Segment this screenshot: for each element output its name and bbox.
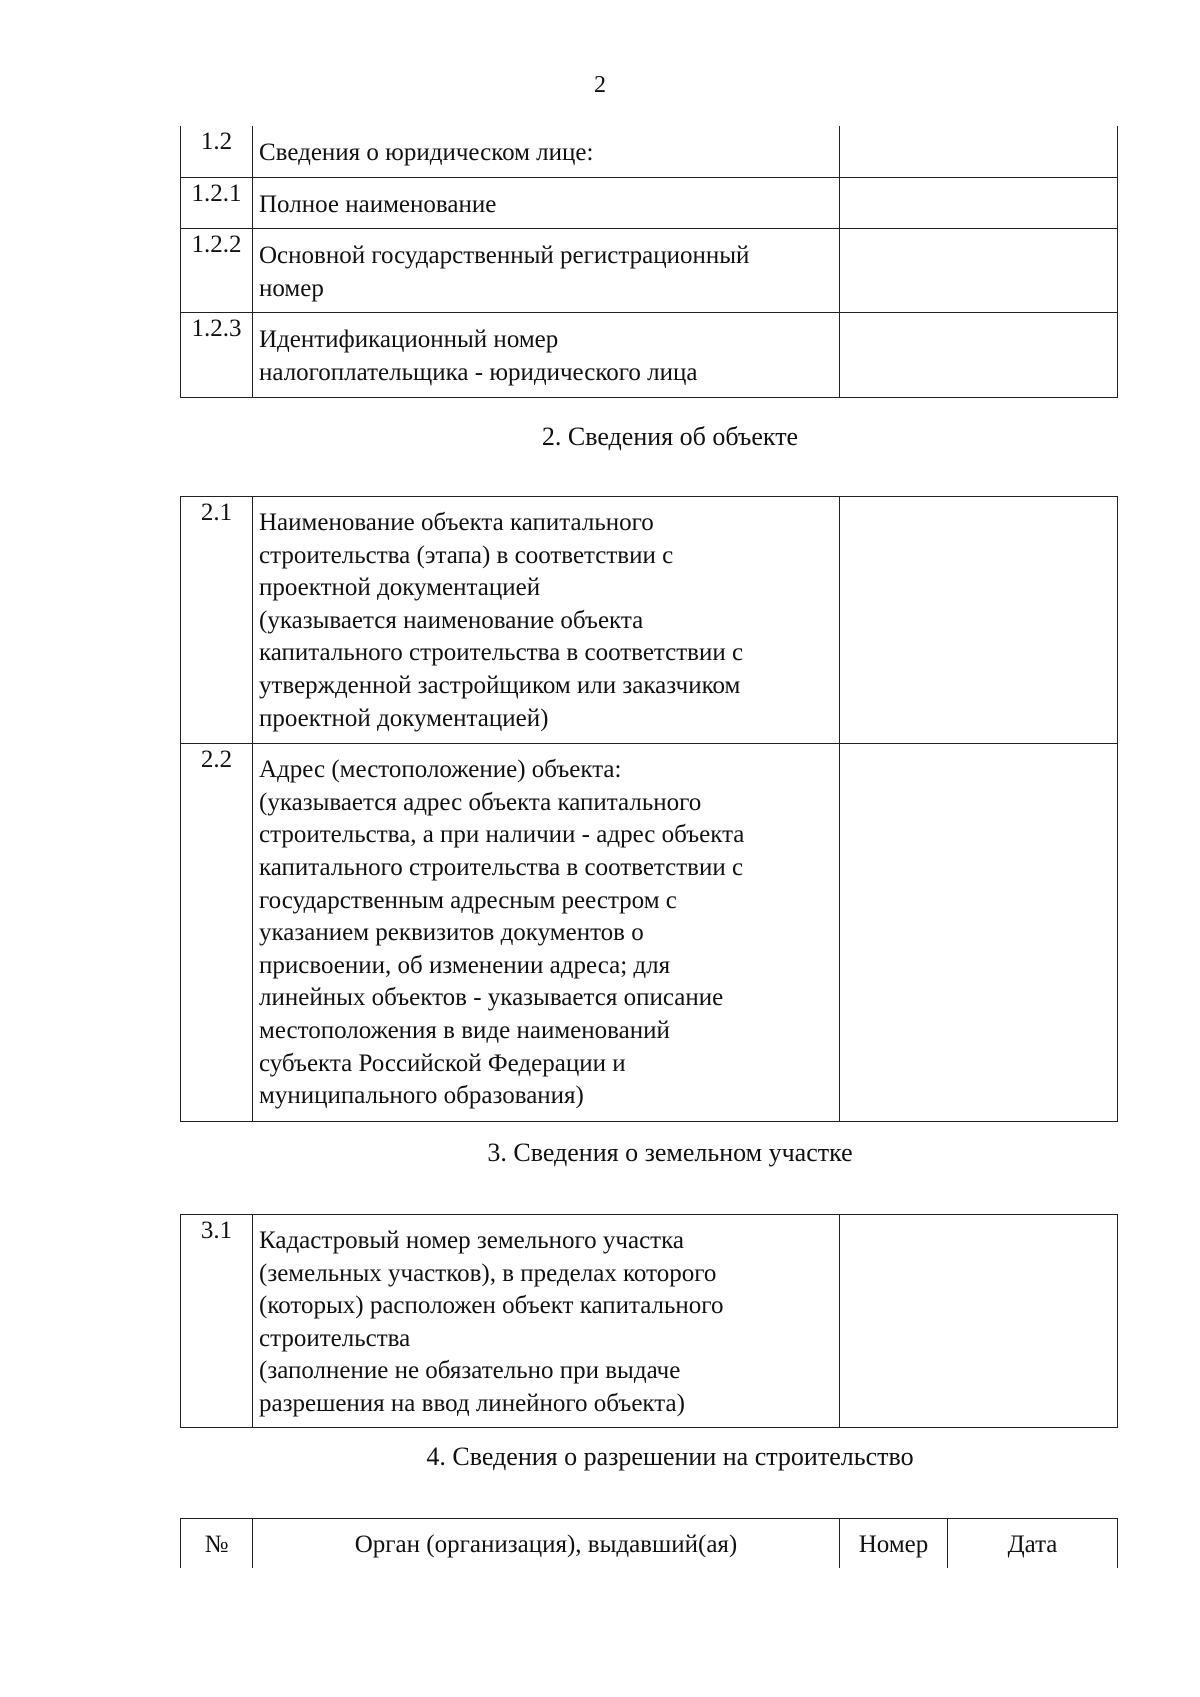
row-label: Сведения о юридическом лице: [253, 126, 840, 177]
page-number: 2 [594, 72, 606, 98]
column-header-number: Номер [840, 1519, 948, 1568]
legal-entity-table [180, 126, 1118, 398]
row-value-cell [840, 229, 1118, 313]
row-value-cell [840, 744, 1118, 1122]
row-label: Наименование объекта капитального строительства (этапа) в соответствии с проектной документацией (указывается наименование объекта капитального строительства в соответствии с утвержденной застройщиком или заказчиком проектной документацией) [253, 497, 840, 744]
table-row [181, 744, 1118, 1122]
row-number: 1.2 [181, 126, 253, 177]
row-label: Основной государственный регистрационный номер [253, 229, 840, 313]
row-number: 1.2.1 [181, 177, 253, 229]
table-row [181, 313, 1118, 397]
row-number: 1.2.3 [181, 313, 253, 397]
row-number: 2.1 [181, 497, 253, 744]
row-number: 1.2.2 [181, 229, 253, 313]
row-value-cell [840, 313, 1118, 397]
row-value-cell [840, 177, 1118, 229]
row-label: Адрес (местоположение) объекта: (указывается адрес объекта капитального строительства, а при наличии - адрес объекта капитального строительства в соответствии с государственным адресным реестром с указанием реквизитов документов о присвоении, об изменении адреса; для линейных объектов - указывается описание местоположения в виде наименований субъекта Российской Федерации и муниципального образования) [253, 744, 840, 1122]
section-heading-object: 2. Сведения об объекте [541, 422, 799, 451]
column-header-number-sign: № [181, 1519, 253, 1568]
section-heading-land: 3. Сведения о земельном участке [487, 1138, 853, 1167]
column-header-organ: Орган (организация), выдавший(ая) [253, 1519, 840, 1568]
row-number: 2.2 [181, 744, 253, 1122]
section-heading-permit: 4. Сведения о разрешении на строительство [426, 1442, 914, 1471]
table-row [181, 1215, 1118, 1428]
row-number: 3.1 [181, 1215, 253, 1428]
land-plot-table [180, 1214, 1118, 1428]
permit-table [180, 1518, 1118, 1568]
row-label: Кадастровый номер земельного участка (земельных участков), в пределах которого (которых) расположен объект капитального строительства (заполнение не обязательно при выдаче разрешения на ввод линейного объекта) [253, 1215, 840, 1428]
table-row [181, 229, 1118, 313]
row-value-cell [840, 1215, 1118, 1428]
column-header-date: Дата [948, 1519, 1118, 1568]
table-row [181, 497, 1118, 744]
object-table [180, 496, 1118, 1122]
row-value-cell [840, 126, 1118, 177]
table-header-row [181, 1519, 1118, 1568]
table-row [181, 126, 1118, 177]
table-row [181, 177, 1118, 229]
row-value-cell [840, 497, 1118, 744]
row-label: Полное наименование [253, 177, 840, 229]
row-label: Идентификационный номер налогоплательщика - юридического лица [253, 313, 840, 397]
